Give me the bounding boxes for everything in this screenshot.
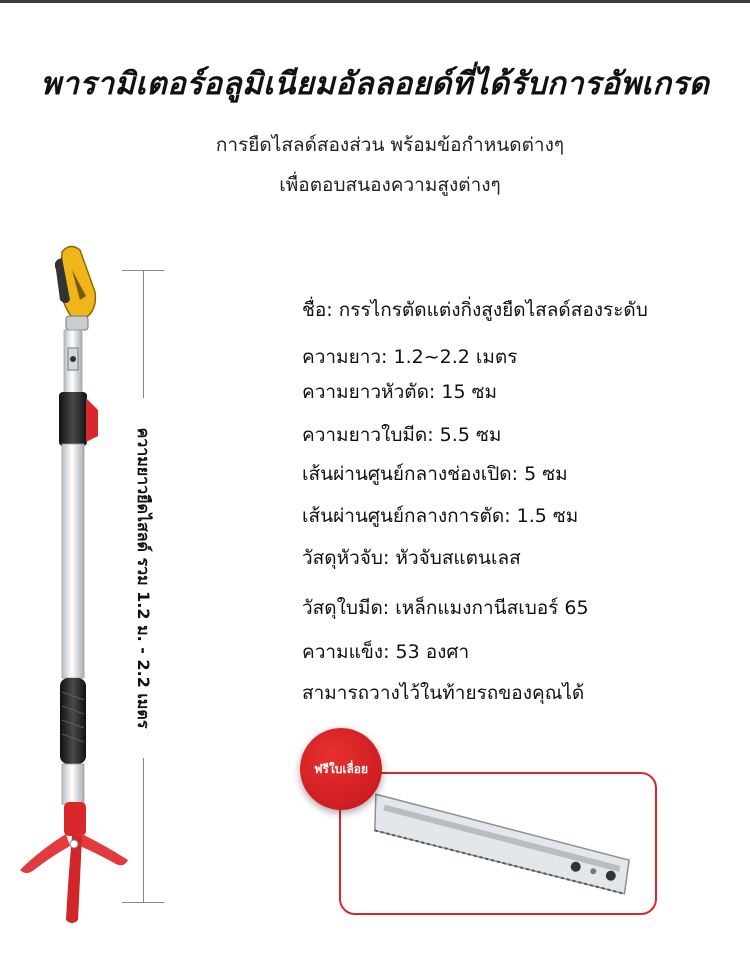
spec-blade-length: ความยาวใบมีด: 5.5 ซม	[302, 424, 502, 446]
top-border-line	[0, 0, 750, 3]
spec-opening-diameter: เส้นผ่านศูนย์กลางช่องเปิด: 5 ซม	[302, 463, 568, 485]
lock-collar	[59, 392, 87, 446]
free-saw-badge: ฟรีใบเลื่อย	[300, 728, 382, 810]
dimension-label: ความยาวยืดไสลด์ รวม 1.2 ม. - 2.2 เมตร	[134, 427, 153, 729]
red-trigger-handle	[20, 802, 128, 923]
cutting-head	[55, 246, 96, 330]
dimension-line-upper	[143, 270, 144, 398]
spec-hardness: ความแข็ง: 53 องศา	[302, 641, 470, 663]
pole-pruner-illustration	[0, 230, 200, 950]
spec-blade-material: วัสดุใบมีด: เหล็กแมงกานีสเบอร์ 65	[302, 597, 589, 619]
subtitle-line-1: การยืดไสลด์สองส่วน พร้อมข้อกำหนดต่างๆ	[215, 134, 565, 156]
spec-portability: สามารถวางไว้ในท้ายรถของคุณได้	[302, 682, 585, 704]
lower-pole	[62, 444, 84, 678]
dimension-line-lower	[143, 758, 144, 902]
saw-blade-icon	[360, 790, 640, 900]
page-title: พารามิเตอร์อลูมิเนียมอัลลอยด์ที่ได้รับการอัพเกรด	[40, 66, 710, 102]
spec-length: ความยาว: 1.2~2.2 เมตร	[302, 346, 518, 368]
dimension-bottom-tick	[122, 902, 164, 903]
spec-head-length: ความยาวหัวตัด: 15 ซม	[302, 381, 497, 403]
spec-name: ชื่อ: กรรไกรตัดแต่งกิ่งสูงยืดไสลด์สองระดับ	[302, 299, 648, 321]
spec-cut-diameter: เส้นผ่านศูนย์กลางการตัด: 1.5 ซม	[302, 505, 579, 527]
subtitle-line-2: เพื่อตอบสนองความสูงต่างๆ	[279, 174, 501, 196]
spec-grip-material: วัสดุหัวจับ: หัวจับสแตนเลส	[302, 547, 521, 569]
